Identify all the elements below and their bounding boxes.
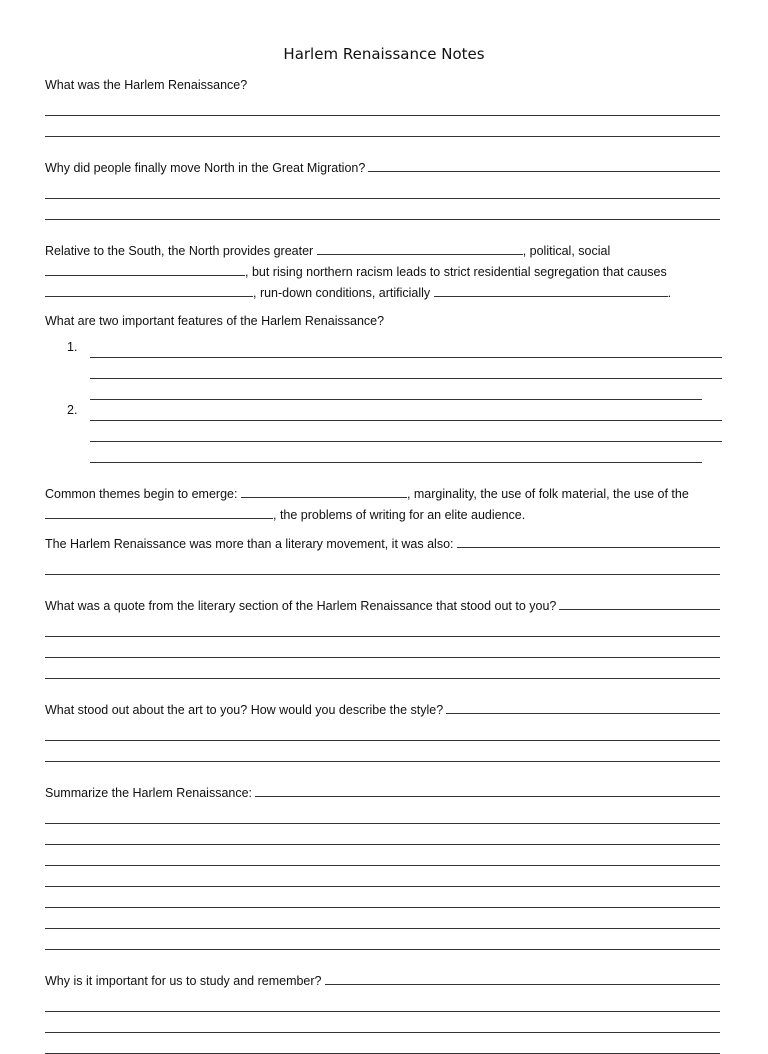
- paragraph-text: , marginality, the use of folk material, the use of the: [406, 487, 689, 501]
- answer-line[interactable]: [90, 421, 722, 442]
- answer-line[interactable]: [45, 887, 720, 908]
- question-text: What was a quote from the literary section of the Harlem Renaissance that stood out to you?: [45, 599, 557, 613]
- paragraph-text: , run-down conditions, artificially: [253, 286, 431, 300]
- fill-in-north-paragraph-line2: [45, 261, 720, 282]
- answer-line[interactable]: [45, 116, 720, 137]
- answer-line[interactable]: [90, 379, 702, 400]
- answer-line[interactable]: [90, 337, 722, 358]
- fill-in-common-themes: [45, 483, 720, 504]
- answer-line[interactable]: [45, 845, 720, 866]
- answer-blank[interactable]: [45, 261, 245, 276]
- answer-blank[interactable]: [434, 282, 668, 297]
- paragraph-text: , the problems of writing for an elite audience.: [273, 508, 526, 522]
- question-two-features: What are two important features of the Harlem Renaissance?: [45, 314, 385, 328]
- answer-line[interactable]: [45, 991, 720, 1012]
- paragraph-text: , but rising northern racism leads to strict residential segregation that causes: [245, 265, 667, 279]
- feature-item-2: [45, 400, 720, 463]
- worksheet: [45, 75, 720, 1054]
- question-literary-quote: [45, 595, 720, 616]
- question-summarize: [45, 782, 720, 803]
- page-title: Harlem Renaissance Notes: [283, 45, 485, 63]
- fill-in-north-paragraph: [45, 240, 720, 261]
- answer-line[interactable]: [45, 720, 720, 741]
- answer-blank[interactable]: [255, 782, 720, 797]
- question-more-than-literary: [45, 533, 720, 554]
- answer-line[interactable]: [45, 554, 720, 575]
- question-text: What stood out about the art to you? How would you describe the style?: [45, 703, 444, 717]
- answer-blank[interactable]: [317, 240, 523, 255]
- answer-line[interactable]: [45, 199, 720, 220]
- answer-blank[interactable]: [368, 157, 720, 172]
- question-text: The Harlem Renaissance was more than a literary movement, it was also:: [45, 537, 454, 551]
- answer-line[interactable]: [45, 95, 720, 116]
- answer-line[interactable]: [45, 1033, 720, 1054]
- question-great-migration: [45, 157, 720, 178]
- answer-line[interactable]: [45, 658, 720, 679]
- list-number: 1.: [67, 340, 78, 354]
- paragraph-text: Common themes begin to emerge:: [45, 487, 238, 501]
- answer-blank[interactable]: [559, 595, 720, 610]
- answer-line[interactable]: [45, 908, 720, 929]
- answer-line[interactable]: [45, 637, 720, 658]
- answer-line[interactable]: [45, 178, 720, 199]
- paragraph-text: .: [667, 286, 672, 300]
- question-text: Why is it important for us to study and remember?: [45, 974, 322, 988]
- answer-blank[interactable]: [446, 699, 720, 714]
- answer-line[interactable]: [45, 824, 720, 845]
- answer-line[interactable]: [45, 866, 720, 887]
- answer-line[interactable]: [90, 358, 722, 379]
- answer-blank[interactable]: [241, 483, 407, 498]
- answer-blank[interactable]: [457, 533, 721, 548]
- answer-line[interactable]: [90, 442, 702, 463]
- feature-item-1: [45, 337, 720, 400]
- question-text: Why did people finally move North in the Great Migration?: [45, 161, 366, 175]
- answer-line[interactable]: [90, 400, 722, 421]
- answer-blank[interactable]: [325, 970, 721, 985]
- paragraph-text: , political, social: [522, 244, 611, 258]
- question-art-style: [45, 699, 720, 720]
- answer-blank[interactable]: [45, 504, 273, 519]
- answer-line[interactable]: [45, 616, 720, 637]
- fill-in-north-paragraph-line3: [45, 282, 720, 303]
- answer-line[interactable]: [45, 1012, 720, 1033]
- answer-line[interactable]: [45, 741, 720, 762]
- paragraph-text: Relative to the South, the North provides greater: [45, 244, 314, 258]
- question-why-important: [45, 970, 720, 991]
- answer-blank[interactable]: [45, 282, 253, 297]
- answer-line[interactable]: [45, 929, 720, 950]
- list-number: 2.: [67, 403, 78, 417]
- question-text: Summarize the Harlem Renaissance:: [45, 786, 253, 800]
- answer-line[interactable]: [45, 803, 720, 824]
- question-harlem-renaissance: What was the Harlem Renaissance?: [45, 78, 248, 92]
- fill-in-common-themes-line2: [45, 504, 720, 525]
